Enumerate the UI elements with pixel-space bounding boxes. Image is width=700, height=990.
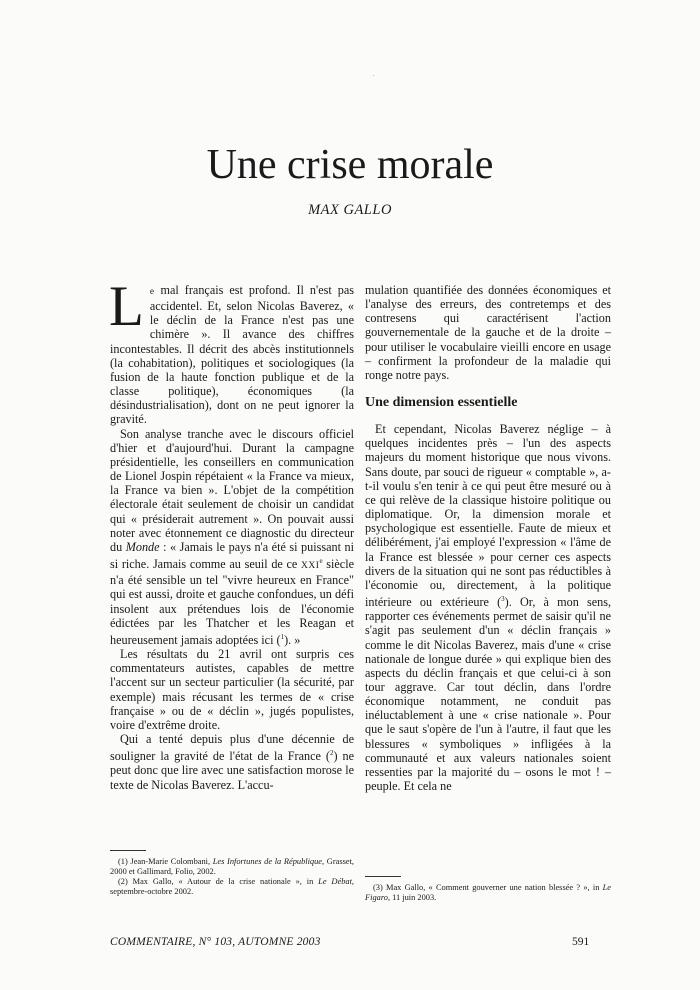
footnotes-left: [110, 850, 354, 897]
footnote-rule: [365, 876, 401, 877]
journal-footer: COMMENTAIRE, N° 103, AUTOMNE 2003: [110, 936, 321, 948]
left-column: [109, 275, 355, 792]
paragraph-5: Et cependant, Nicolas Baverez néglige – à quelques incidentes près – l'un des aspects majeurs du moment historique que nous vivons. Sans doute, par souci de rigueur « comptable », a-t-il voulu s'en tenir à ce qui peut être mesuré ou à ce qui relève de la classique histoire politique ou diplomatique. Or, la dimension morale et psychologique est essentielle. Faute de mieux et délibérément, j'ai employé l'expression « l'âme de la France est blessée » pour cerner ces aspects divers de la situation qui ne sont pas réductibles à l'économie ou, directement, à la politique intérieure ou extérieure ($^3$). Or, à mon sens, rapporter ces événements permet de saisir qu'il ne s'agit pas seulement d'un « déclin français » comme le dit Nicolas Baverez, mais d'une « crise nationale de longue durée » qui explique bien des aspects du déclin français et que celui-ci à son tour aggrave. Car tout déclin, dans l'ordre économique notamment, ne conduit pas inéluctablement à une « crise nationale ». Pour que le saut s'opère de l'un à l'autre, il faut que les blessures « symboliques » infligées à la communauté et aux valeurs nationales soient ressenties par la majorité du – osons le mot ! – peuple. Et cela ne: [365, 422, 611, 794]
footnote-1: (1) Jean-Marie Colombani, Les Infortunes de la République, Grasset, 2000 et Gallimard, Folio, 2002.: [110, 857, 354, 876]
scan-speck: [373, 75, 374, 76]
lead-in: e: [149, 287, 155, 297]
footnote-ref-3: 3: [501, 594, 505, 603]
drop-cap: L: [109, 275, 144, 338]
page-number: 591: [572, 936, 590, 948]
article-author: MAX GALLO: [308, 202, 392, 218]
footnote-3: (3) Max Gallo, « Comment gouverner une nation blessée ? », in Le Figaro, 11 juin 2003.: [365, 883, 611, 902]
footnotes-right: [365, 876, 611, 903]
section-heading: Une dimension essentielle: [365, 395, 518, 411]
paragraph-continued: mulation quantifiée des données économiques et l'analyse des erreurs, des contretemps et des contresens qui caractérisent l'action gouvernementale de la gauche et de la droite – pour utiliser le vocabulaire vieilli encore en usage – confirment la profondeur de la maladie qui ronge notre pays.: [365, 283, 611, 382]
paragraph-1: [109, 275, 354, 427]
paragraph-1-text: mal français est profond. Il n'est pas accidentel. Et, selon Nicolas Baverez, « le déclin de la France n'est pas une chimère ». Il avance des chiffres incontestables. Il décrit des abcès institutionnels (la cohabitation), politiques et sociologiques (la fusion de la haute fonction publique et de la classe politique), économiques (la désindustrialisation), dont on ne peut ignorer la gravité.: [110, 283, 354, 427]
article-title: Une crise morale: [206, 142, 494, 188]
footnote-2: (2) Max Gallo, « Autour de la crise nationale », in Le Débat, septembre-octobre 2002.: [110, 877, 354, 896]
footnote-ref-2: 2: [329, 749, 334, 758]
paragraph-3: Les résultats du 21 avril ont surpris ces commentateurs autistes, capables de mettre l'accent sur un secteur particulier (la sécurité, par exemple) mais récusant les termes de « crise française » ou de « déclin », jugés populistes, voire d'extrême droite.: [110, 647, 354, 732]
paragraph-2: Son analyse tranche avec le discours officiel d'hier et d'aujourd'hui. Durant la campagne présidentielle, les conseillers en communication de Lionel Jospin répétaient « la France va mieux, la France va bien ». L'objet de la compétition électorale était seulement de choisir un candidat qui « présiderait autrement ». On pouvait aussi noter avec étonnement ce diagnostic du directeur du Monde : « Jamais le pays n'a été si puissant ni si riche. Jamais comme au seuil de ce XXIe siècle n'a été sensible un tel "vivre heureux en France" qui est aussi, droite et gauche confondues, un défi insolent aux prétendues lois de l'économie édictées par les Thatcher et les Reagan et heureusement jamais adoptées ici ($^1$). »: [110, 426, 355, 647]
footnote-ref-1: 1: [280, 632, 285, 641]
paragraph-4: Qui a tenté depuis plus d'une décennie de souligner la gravité de l'état de la France ($^2$) ne peut donc que lire avec une satisfaction morose le texte de Nicolas Baverez. L'accu-: [110, 731, 355, 792]
century-numeral: XXI: [301, 561, 320, 572]
right-column: [365, 283, 611, 793]
newspaper-title: Monde: [125, 539, 160, 554]
footnote-rule: [110, 850, 146, 851]
